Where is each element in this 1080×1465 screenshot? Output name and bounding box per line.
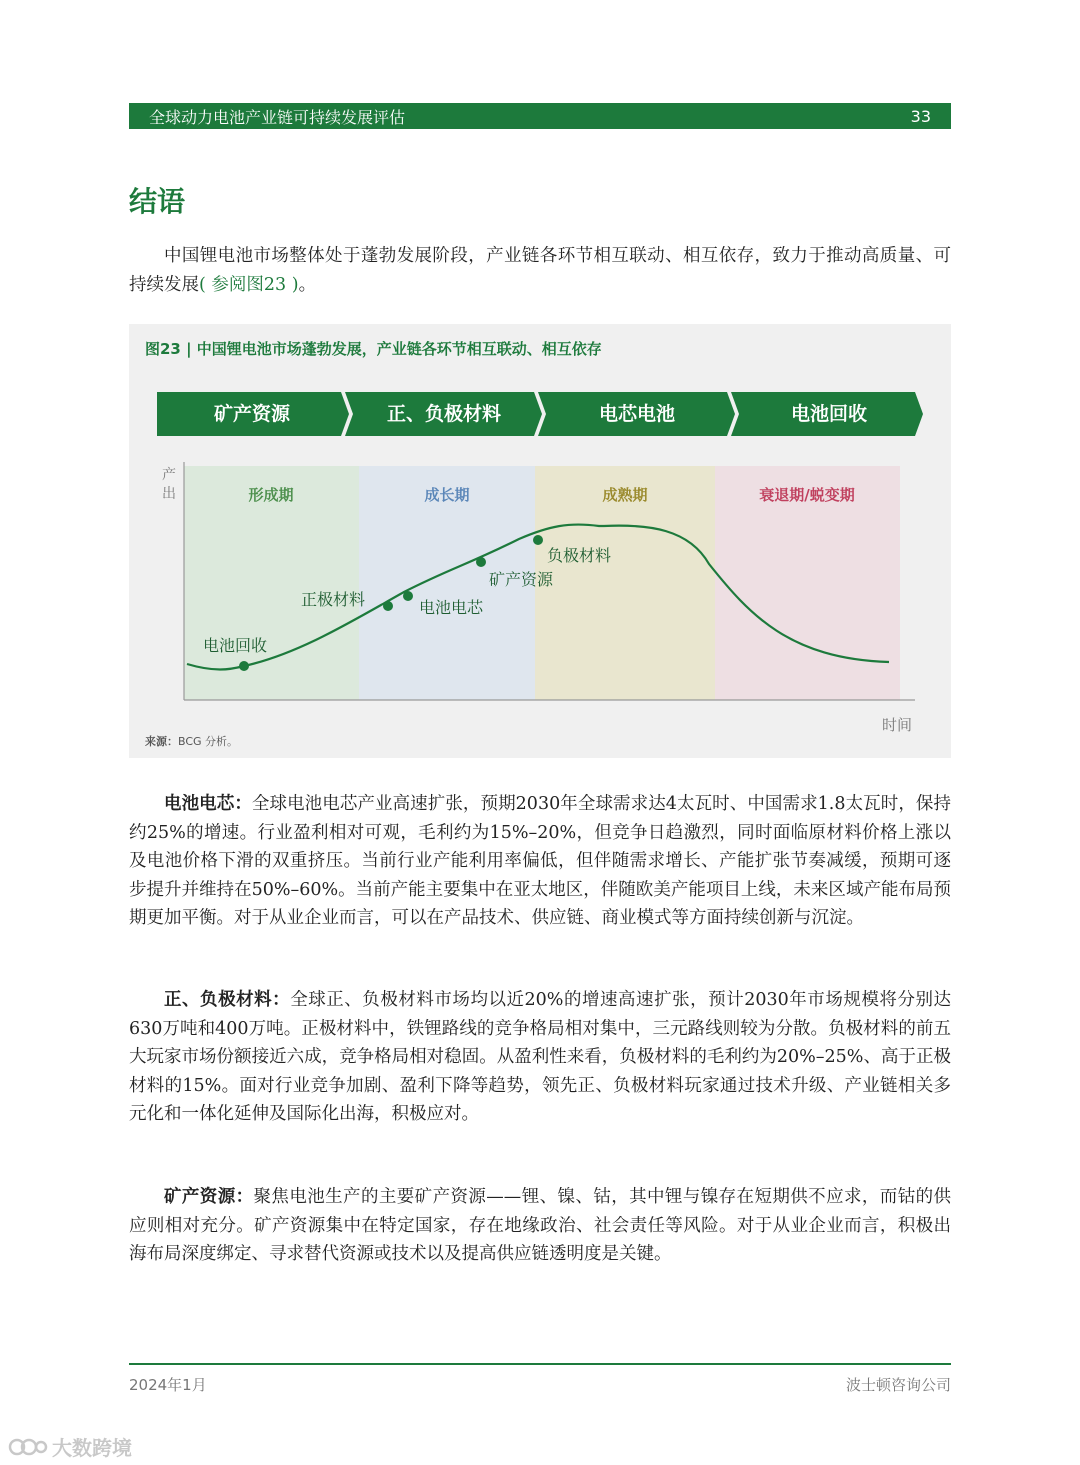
- figure-source: [145, 733, 238, 749]
- point-label-mineral: 矿产资源: [489, 570, 554, 589]
- paragraph-electrode-materials: [129, 986, 951, 1129]
- y-axis-label-char-2: 出: [162, 486, 176, 502]
- point-label-cathode: 正极材料: [301, 590, 366, 609]
- section-title: 结语: [129, 185, 186, 218]
- page-number: 33: [910, 106, 931, 126]
- point-cathode: [383, 601, 393, 611]
- paragraph-body: 全球电池电芯产业高速扩张，预期2030年全球需求达4太瓦时、中国需求1.8太瓦时，保持约25%的增速。行业盈利相对可观，毛利约为15%–20%，但竞争日趋激烈，同时面临原材料价格上涨以及电池价格下滑的双重挤压。当前行业产能利用率偏低，但伴随需求增长、产能扩张节奏减缓，预期可逐步提升并维持在50%–60%。当前产能主要集中在亚太地区，伴随欧美产能项目上线，未来区域产能布局预期更加平衡。对于从业企业而言，可以在产品技术、供应链、商业模式等方面持续创新与沉淀。: [129, 794, 952, 929]
- chevron-label-2: 正、负极材料: [386, 403, 502, 425]
- paragraph-mineral-resources: [129, 1183, 951, 1269]
- header-title: 全球动力电池产业链可持续发展评估: [149, 107, 406, 127]
- watermark-logo-icon: [8, 1435, 48, 1459]
- paragraph-lead: 矿产资源：: [164, 1187, 254, 1207]
- point-mineral: [476, 557, 486, 567]
- chevron-label-4: 电池回收: [790, 403, 868, 425]
- figure-title: 图23 | 中国锂电池市场蓬勃发展，产业链各环节相互联动、相互依存: [145, 340, 602, 358]
- footer-date: 2024年1月: [129, 1376, 207, 1394]
- x-axis-label: 时间: [881, 716, 913, 734]
- point-label-battery-recycling: 电池回收: [203, 636, 268, 655]
- watermark: [8, 1432, 132, 1461]
- chevron-label-1: 矿产资源: [213, 403, 291, 425]
- figure-23: [129, 324, 951, 758]
- point-anode: [533, 535, 543, 545]
- source-text: BCG 分析。: [178, 735, 239, 748]
- phase-label-growth: 成长期: [424, 486, 470, 504]
- paragraph-lead: 正、负极材料：: [164, 990, 291, 1010]
- phase-label-formation: 形成期: [248, 486, 294, 504]
- paragraph-battery-cell: [129, 790, 951, 933]
- paragraph-body: 全球正、负极材料市场均以近20%的增速高速扩张，预计2030年市场规模将分别达630万吨和400万吨。正极材料中，铁锂路线的竞争格局相对集中，三元路线则较为分散。负极材料的前五大玩家市场份额接近六成，竞争格局相对稳固。从盈利性来看，负极材料的毛利约为20%–25%、高于正极材料的15%。面对行业竞争加剧、盈利下降等趋势，领先正、负极材料玩家通过技术升级、产业链相关多元化和一体化延伸及国际化出海，积极应对。: [129, 990, 951, 1125]
- figure-reference-link[interactable]: ( 参阅图23 ): [199, 274, 299, 295]
- intro-paragraph: [129, 242, 951, 299]
- point-label-anode: 负极材料: [547, 546, 612, 565]
- value-chain-chevrons: [157, 392, 923, 436]
- footer-company: 波士顿咨询公司: [845, 1376, 951, 1394]
- paragraph-body: 聚焦电池生产的主要矿产资源——锂、镍、钴，其中锂与镍存在短期供不应求，而钴的供应则相对充分。矿产资源集中在特定国家，存在地缘政治、社会责任等风险。对于从业企业而言，积极出海布局深度绑定、寻求替代资源或技术以及提高供应链透明度是关键。: [129, 1187, 952, 1265]
- phase-label-decline: 衰退期/蜕变期: [759, 486, 855, 504]
- point-battery-cell: [403, 591, 413, 601]
- y-axis-label-char-1: 产: [162, 467, 176, 483]
- phase-label-maturity: 成熟期: [602, 486, 648, 504]
- watermark-text: 大数跨境: [52, 1436, 132, 1460]
- intro-text: 中国锂电池市场整体处于蓬勃发展阶段，产业链各环节相互联动、相互依存，致力于推动高质量、可持续发展: [129, 246, 951, 295]
- intro-tail: 。: [298, 274, 317, 295]
- point-battery-recycling: [239, 661, 249, 671]
- source-label: 来源：: [145, 735, 178, 748]
- chevron-label-3: 电芯电池: [598, 403, 676, 425]
- footer-divider: [129, 1363, 951, 1365]
- paragraph-lead: 电池电芯：: [164, 794, 252, 814]
- running-header: [129, 103, 951, 129]
- point-label-battery-cell: 电池电芯: [419, 598, 484, 617]
- figure-graphic: [129, 324, 951, 758]
